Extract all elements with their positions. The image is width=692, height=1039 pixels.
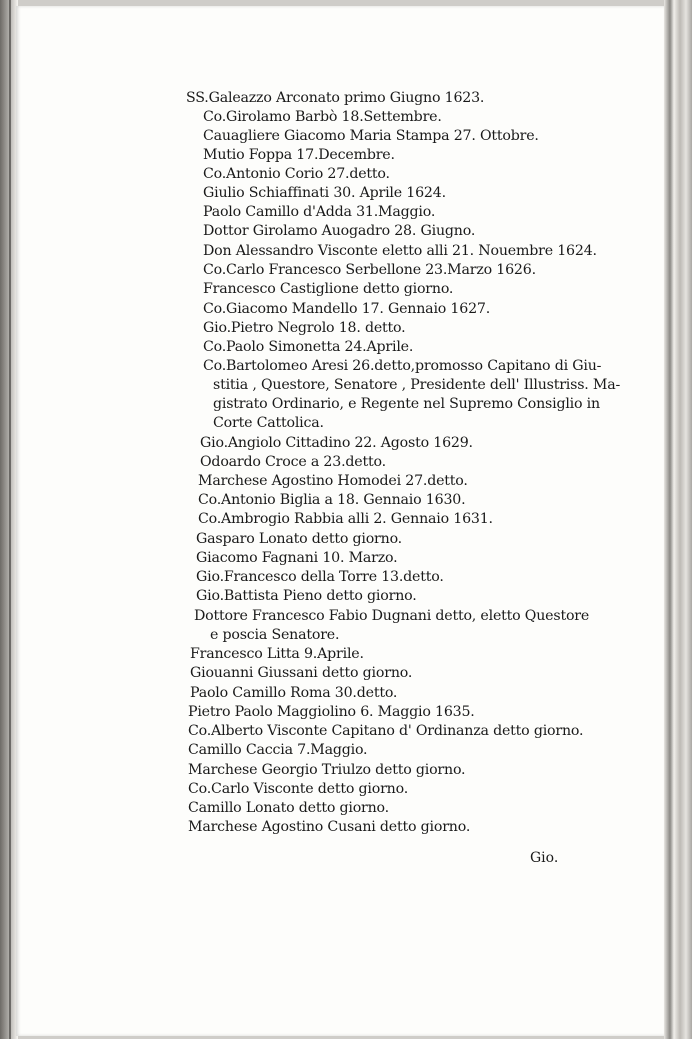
entry-line: SS.Galeazzo Arconato primo Giugno 1623.	[186, 90, 485, 106]
entry-line: Co.Paolo Simonetta 24.Aprile.	[203, 339, 414, 355]
entry-line: Dottor Girolamo Auogadro 28. Giugno.	[203, 223, 476, 239]
entry-line: Camillo Caccia 7.Maggio.	[188, 742, 368, 758]
entry-line: Gio.Francesco della Torre 13.detto.	[196, 569, 444, 585]
entry-line: Gio.Angiolo Cittadino 22. Agosto 1629.	[200, 435, 473, 451]
entry-line: gistrato Ordinario, e Regente nel Supremo Consiglio in	[213, 396, 600, 412]
entry-line: Marchese Agostino Homodei 27.detto.	[198, 473, 468, 489]
entry-line: Co.Antonio Corio 27.detto.	[203, 166, 390, 182]
entry-line: Cauagliere Giacomo Maria Stampa 27. Ottobre.	[203, 128, 539, 144]
entry-line: Co.Girolamo Barbò 18.Settembre.	[203, 109, 442, 125]
entry-line: Giacomo Fagnani 10. Marzo.	[196, 550, 398, 566]
entry-line: stitia , Questore, Senatore , Presidente dell' Illustriss. Ma-	[213, 377, 621, 393]
entry-line: Gasparo Lonato detto giorno.	[196, 531, 402, 547]
entry-line: Camillo Lonato detto giorno.	[188, 800, 389, 816]
entry-line: Paolo Camillo d'Adda 31.Maggio.	[203, 204, 436, 220]
entry-line: Co.Giacomo Mandello 17. Gennaio 1627.	[203, 301, 491, 317]
entry-line: Co.Carlo Visconte detto giorno.	[188, 781, 409, 797]
entry-line: Co.Antonio Biglia a 18. Gennaio 1630.	[198, 492, 466, 508]
entry-line: Co.Ambrogio Rabbia alli 2. Gennaio 1631.	[198, 511, 493, 527]
entry-line: Corte Cattolica.	[213, 415, 324, 431]
entry-line: Odoardo Croce a 23.detto.	[200, 454, 386, 470]
entry-line: Marchese Georgio Triulzo detto giorno.	[188, 762, 466, 778]
entry-line: Paolo Camillo Roma 30.detto.	[190, 685, 398, 701]
entry-line: Mutio Foppa 17.Decembre.	[203, 147, 395, 163]
entry-line: Co.Carlo Francesco Serbellone 23.Marzo 1626.	[203, 262, 536, 278]
entry-line: Dottore Francesco Fabio Dugnani detto, eletto Questore	[194, 608, 590, 624]
entry-line: Pietro Paolo Maggiolino 6. Maggio 1635.	[188, 704, 475, 720]
entry-line: Co.Bartolomeo Aresi 26.detto,promosso Capitano di Giu-	[203, 358, 602, 374]
entry-line: Marchese Agostino Cusani detto giorno.	[188, 819, 471, 835]
catchword: Gio.	[530, 850, 559, 866]
entry-line: Giulio Schiaffinati 30. Aprile 1624.	[203, 185, 446, 201]
entry-line: Co.Alberto Visconte Capitano d' Ordinanza detto giorno.	[188, 723, 584, 739]
entry-line: Don Alessandro Visconte eletto alli 21. Nouembre 1624.	[203, 243, 597, 259]
entry-line: Gio.Battista Pieno detto giorno.	[196, 588, 417, 604]
entry-line: Francesco Litta 9.Aprile.	[190, 646, 364, 662]
entry-line: Gio.Pietro Negrolo 18. detto.	[203, 320, 406, 336]
entry-line: Francesco Castiglione detto giorno.	[203, 281, 454, 297]
entry-line: e poscia Senatore.	[210, 627, 340, 643]
entry-line: Giouanni Giussani detto giorno.	[190, 665, 413, 681]
